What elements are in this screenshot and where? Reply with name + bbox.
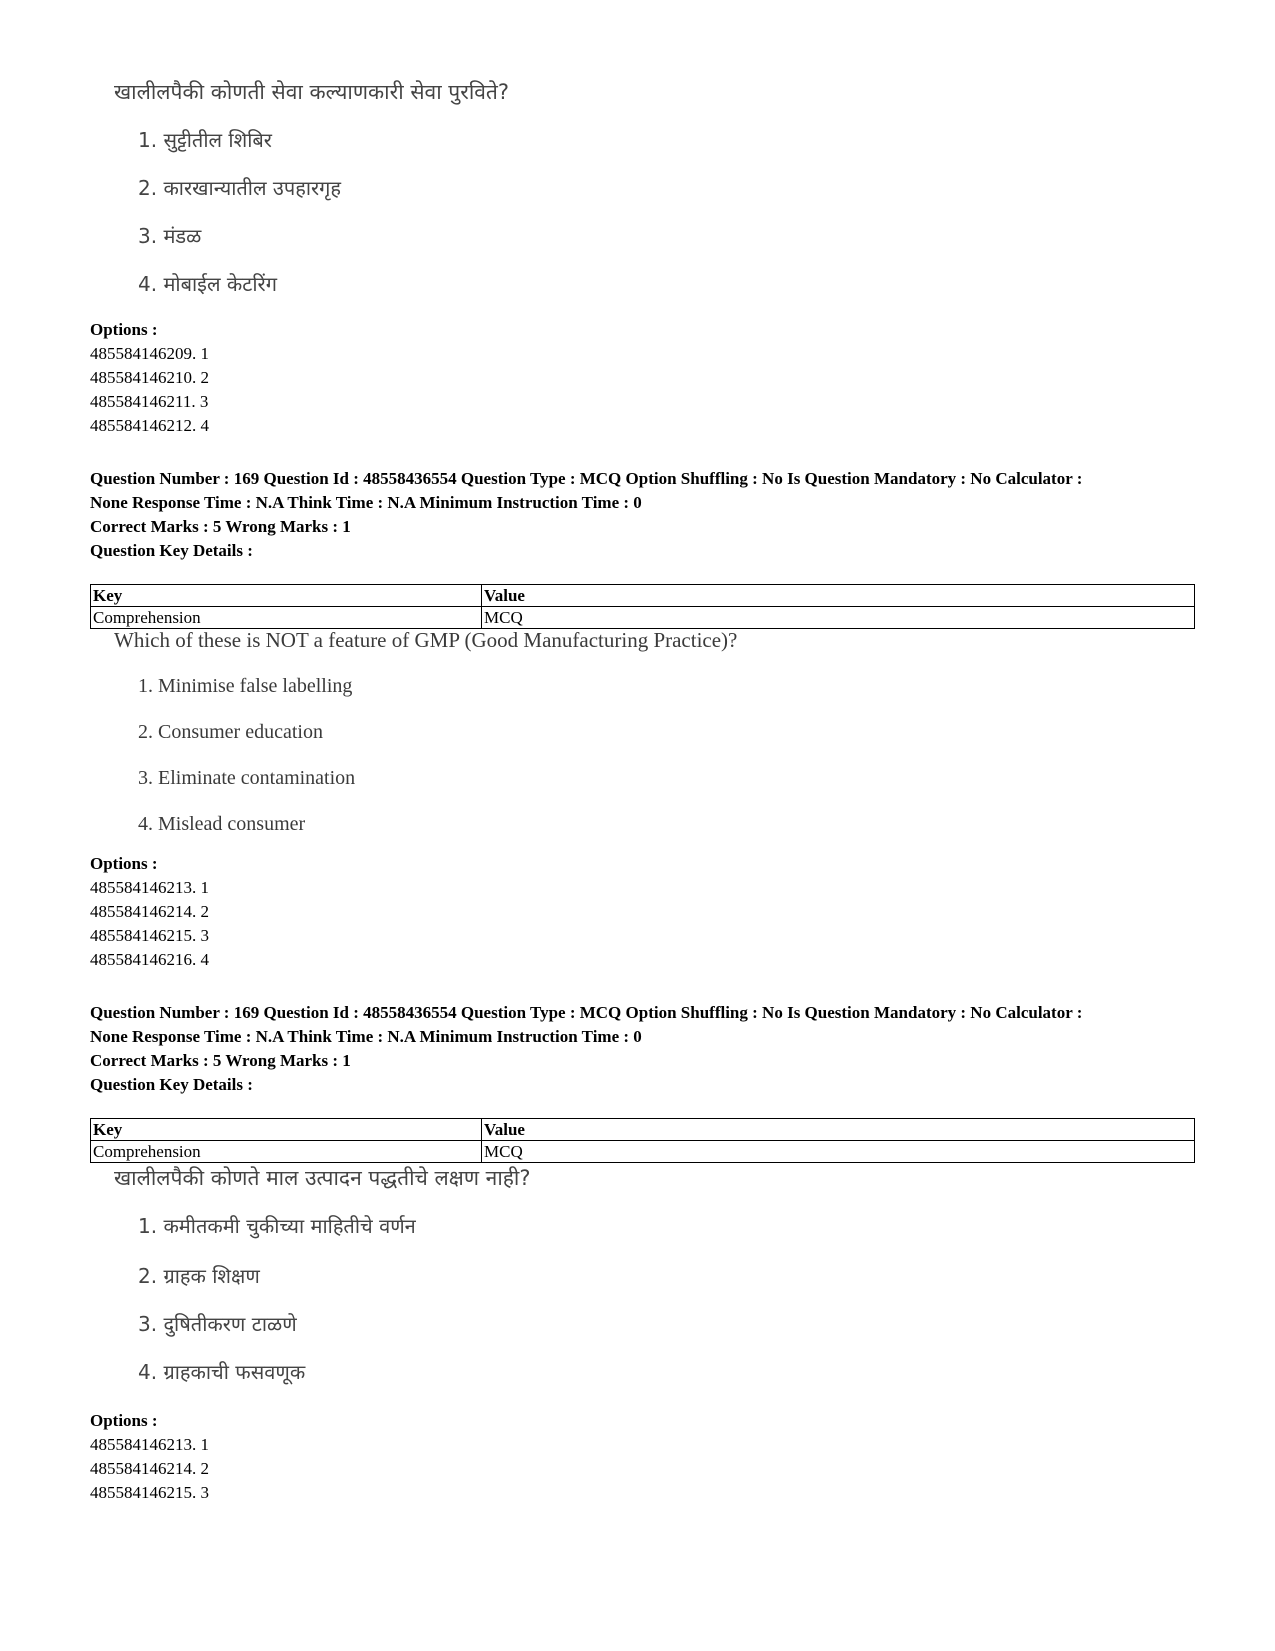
meta-line-2: None Response Time : N.A Think Time : N.A Minimum Instruction Time : 0 xyxy=(90,493,642,512)
options-list-1 xyxy=(90,318,1195,438)
choice-1: 1. कमीतकमी चुकीच्या माहितीचे वर्णन xyxy=(138,1214,416,1238)
option-id: 485584146212. 4 xyxy=(90,416,209,435)
marks-line: Correct Marks : 5 Wrong Marks : 1 xyxy=(90,1051,351,1070)
table-cell-value: MCQ xyxy=(482,607,1195,629)
table-cell-key: Comprehension xyxy=(91,607,482,629)
option-id: 485584146210. 2 xyxy=(90,368,209,387)
option-id: 485584146213. 1 xyxy=(90,1435,209,1454)
question-meta-1 xyxy=(90,467,1195,563)
question-text: Which of these is NOT a feature of GMP (Good Manufacturing Practice)? xyxy=(114,628,738,652)
choice-1: 1. Minimise false labelling xyxy=(138,675,353,697)
choice-4: 4. Mislead consumer xyxy=(138,813,306,835)
choice-3: 3. Eliminate contamination xyxy=(138,767,356,789)
choice-4: 4. मोबाईल केटरिंग xyxy=(138,272,277,296)
table-row xyxy=(91,1141,1195,1163)
question-text: खालीलपैकी कोणती सेवा कल्याणकारी सेवा पुरविते? xyxy=(114,80,510,104)
table-row xyxy=(91,607,1195,629)
choice-3: 3. मंडळ xyxy=(138,224,202,248)
options-label: Options : xyxy=(90,320,158,339)
question-text: खालीलपैकी कोणते माल उत्पादन पद्धतीचे लक्षण नाही? xyxy=(114,1166,531,1190)
key-details-table-1 xyxy=(90,584,1195,629)
key-details-table-2 xyxy=(90,1118,1195,1163)
meta-line-1: Question Number : 169 Question Id : 48558436554 Question Type : MCQ Option Shuffling : No Is Question Mandatory : No Calculator : xyxy=(90,1003,1083,1022)
choice-3: 3. दुषितीकरण टाळणे xyxy=(138,1312,297,1336)
options-label: Options : xyxy=(90,1411,158,1430)
option-id: 485584146216. 4 xyxy=(90,950,209,969)
key-details-label: Question Key Details : xyxy=(90,1075,253,1094)
key-details-label: Question Key Details : xyxy=(90,541,253,560)
meta-line-1: Question Number : 169 Question Id : 48558436554 Question Type : MCQ Option Shuffling : No Is Question Mandatory : No Calculator : xyxy=(90,469,1083,488)
option-id: 485584146215. 3 xyxy=(90,1483,209,1502)
option-id: 485584146214. 2 xyxy=(90,902,209,921)
question-meta-2 xyxy=(90,1001,1195,1097)
options-list-2 xyxy=(90,852,1195,972)
option-id: 485584146215. 3 xyxy=(90,926,209,945)
meta-line-2: None Response Time : N.A Think Time : N.A Minimum Instruction Time : 0 xyxy=(90,1027,642,1046)
option-id: 485584146209. 1 xyxy=(90,344,209,363)
table-header-value: Value xyxy=(482,1119,1195,1141)
options-label: Options : xyxy=(90,854,158,873)
options-list-3 xyxy=(90,1409,1195,1505)
table-header-row xyxy=(91,1119,1195,1141)
choice-4: 4. ग्राहकाची फसवणूक xyxy=(138,1360,306,1384)
table-header-key: Key xyxy=(91,585,482,607)
choice-2: 2. कारखान्यातील उपहारगृह xyxy=(138,176,342,200)
marks-line: Correct Marks : 5 Wrong Marks : 1 xyxy=(90,517,351,536)
table-header-row xyxy=(91,585,1195,607)
choice-2: 2. Consumer education xyxy=(138,721,323,743)
choice-2: 2. ग्राहक शिक्षण xyxy=(138,1264,260,1288)
table-cell-key: Comprehension xyxy=(91,1141,482,1163)
table-header-key: Key xyxy=(91,1119,482,1141)
option-id: 485584146211. 3 xyxy=(90,392,209,411)
table-cell-value: MCQ xyxy=(482,1141,1195,1163)
option-id: 485584146213. 1 xyxy=(90,878,209,897)
table-header-value: Value xyxy=(482,585,1195,607)
option-id: 485584146214. 2 xyxy=(90,1459,209,1478)
choice-1: 1. सुट्टीतील शिबिर xyxy=(138,128,272,152)
